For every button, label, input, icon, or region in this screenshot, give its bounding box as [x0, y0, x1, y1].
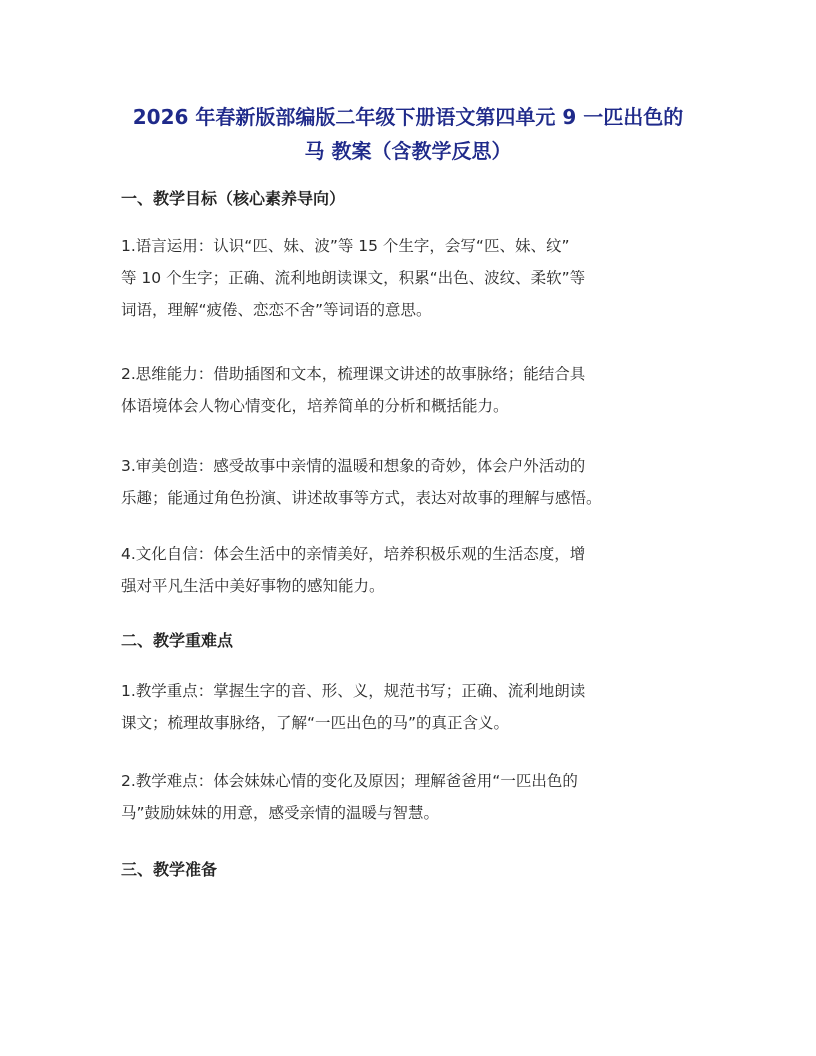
paragraph-line: 2.思维能力：借助插图和文本，梳理课文讲述的故事脉络；能结合具 [121, 365, 586, 383]
paragraph-line: 1.语言运用：认识“匹、妹、波”等 15 个生字，会写“匹、妹、纹” [121, 237, 570, 255]
paragraph-line: 2.教学难点：体会妹妹心情的变化及原因；理解爸爸用“一匹出色的 [121, 772, 578, 790]
paragraph-line: 词语，理解“疲倦、恋恋不舍”等词语的意思。 [121, 301, 432, 319]
paragraph-line: 体语境体会人物心情变化，培养简单的分析和概括能力。 [121, 397, 509, 415]
section-heading-preparation: 三、教学准备 [121, 860, 218, 879]
paragraph-teaching-difficulty [121, 765, 711, 829]
paragraph-line: 课文；梳理故事脉络，了解“一匹出色的马”的真正含义。 [121, 714, 510, 732]
paragraph-language-use [121, 230, 711, 326]
paragraph-line: 乐趣；能通过角色扮演、讲述故事等方式，表达对故事的理解与感悟。 [121, 489, 602, 507]
title-line: 2026 年春新版部编版二年级下册语文第四单元 9 一匹出色的 [132, 105, 684, 129]
paragraph-line: 等 10 个生字；正确、流利地朗读课文，积累“出色、波纹、柔软”等 [121, 269, 586, 287]
paragraph-line: 强对平凡生活中美好事物的感知能力。 [121, 577, 385, 595]
paragraph-line: 1.教学重点：掌握生字的音、形、义，规范书写；正确、流利地朗读 [121, 682, 586, 700]
paragraph-thinking-ability [121, 358, 711, 422]
paragraph-cultural-confidence [121, 538, 711, 602]
paragraph-aesthetic-creation [121, 450, 711, 514]
document-title [110, 100, 706, 168]
section-heading-objectives: 一、教学目标（核心素养导向） [121, 189, 346, 208]
section-heading-key-difficult: 二、教学重难点 [121, 631, 234, 650]
paragraph-line: 4.文化自信：体会生活中的亲情美好，培养积极乐观的生活态度，增 [121, 545, 586, 563]
paragraph-line: 马”鼓励妹妹的用意，感受亲情的温暖与智慧。 [121, 804, 440, 822]
paragraph-line: 3.审美创造：感受故事中亲情的温暖和想象的奇妙，体会户外活动的 [121, 457, 586, 475]
title-line: 马 教案（含教学反思） [304, 139, 512, 163]
paragraph-teaching-focus [121, 675, 711, 739]
